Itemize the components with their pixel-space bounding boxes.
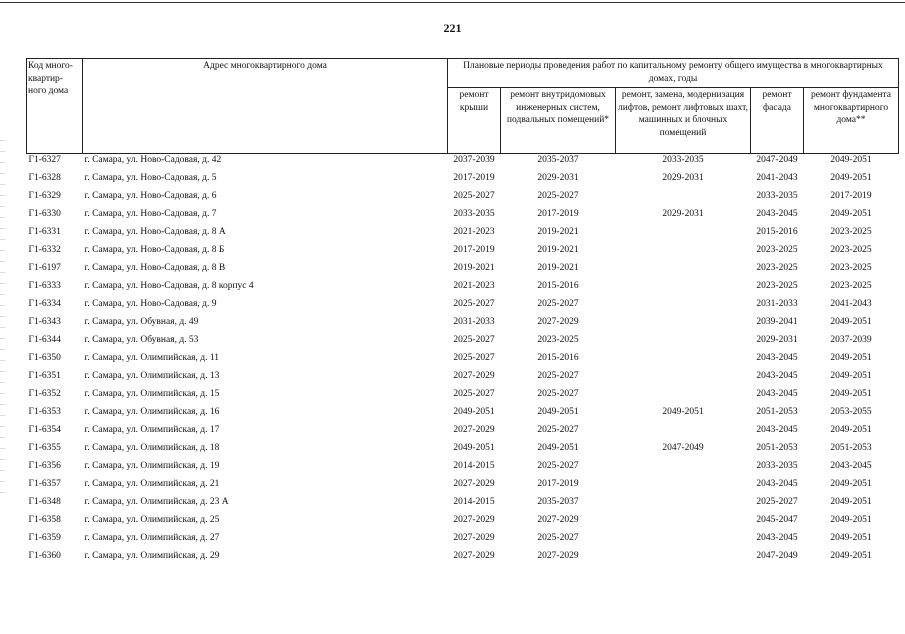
cell-foundation: 2043-2045: [830, 461, 872, 471]
cell-foundation: 2023-2025: [830, 245, 872, 255]
header-systems: ремонт внутридомовых инженерных систем, подвальных помещений*: [501, 88, 616, 154]
header-foundation: ремонт фундамента многоквартирного дома**: [804, 88, 899, 154]
cell-address: г. Самара, ул. Олимпийская, д. 19: [84, 461, 220, 471]
cell-facade: 2031-2033: [756, 299, 798, 309]
table-row: [27, 532, 899, 550]
cell-facade: 2025-2027: [756, 497, 798, 507]
cell-code: Г1-6356: [28, 461, 61, 471]
table-row: [27, 298, 899, 316]
cell-code: Г1-6359: [28, 533, 61, 543]
cell-code: Г1-6352: [28, 389, 61, 399]
table-row: [27, 226, 899, 244]
cell-lifts: 2049-2051: [662, 407, 704, 417]
cell-lifts: [616, 316, 751, 334]
cell-code: Г1-6355: [28, 443, 61, 453]
cell-facade: 2041-2043: [756, 173, 798, 183]
cell-code: Г1-6197: [28, 263, 61, 273]
cell-facade: 2039-2041: [756, 317, 798, 327]
cell-roof: 2019-2021: [453, 263, 495, 273]
repair-plan-table: [26, 58, 899, 568]
cell-code: Г1-6351: [28, 371, 61, 381]
cell-roof: 2025-2027: [453, 335, 495, 345]
header-code: Код много-квартир-ного дома: [27, 59, 83, 154]
cell-systems: 2027-2029: [537, 515, 579, 525]
table-row: [27, 496, 899, 514]
cell-lifts: [616, 460, 751, 478]
cell-lifts: [616, 298, 751, 316]
cell-address: г. Самара, ул. Олимпийская, д. 29: [84, 551, 220, 561]
cell-systems: 2035-2037: [537, 497, 579, 507]
cell-systems: 2015-2016: [537, 353, 579, 363]
cell-lifts: 2029-2031: [662, 173, 704, 183]
cell-foundation: 2053-2055: [830, 407, 872, 417]
table-row: [27, 550, 899, 568]
cell-roof: 2027-2029: [453, 371, 495, 381]
cell-facade: 2043-2045: [756, 425, 798, 435]
cell-code: Г1-6350: [28, 353, 61, 363]
cell-systems: 2019-2021: [537, 245, 579, 255]
cell-roof: 2027-2029: [453, 425, 495, 435]
cell-roof: 2021-2023: [453, 281, 495, 291]
cell-facade: 2047-2049: [756, 551, 798, 561]
cell-code: Г1-6357: [28, 479, 61, 489]
cell-address: г. Самара, ул. Ново-Садовая, д. 8 корпус 4: [84, 281, 254, 291]
table-row: [27, 424, 899, 442]
cell-systems: 2019-2021: [537, 263, 579, 273]
cell-facade: 2043-2045: [756, 533, 798, 543]
cell-foundation: 2049-2051: [830, 389, 872, 399]
cell-roof: 2049-2051: [453, 407, 495, 417]
cell-code: Г1-6330: [28, 209, 61, 219]
cell-roof: 2025-2027: [453, 299, 495, 309]
cell-code: Г1-6348: [28, 497, 61, 507]
cell-systems: 2027-2029: [537, 317, 579, 327]
table-row: [27, 244, 899, 262]
cell-address: г. Самара, ул. Олимпийская, д. 13: [84, 371, 220, 381]
cell-code: Г1-6334: [28, 299, 61, 309]
cell-systems: 2025-2027: [537, 299, 579, 309]
cell-foundation: 2037-2039: [830, 335, 872, 345]
cell-systems: 2027-2029: [537, 551, 579, 561]
table-row: [27, 208, 899, 226]
cell-lifts: [616, 226, 751, 244]
cell-facade: 2043-2045: [756, 371, 798, 381]
cell-systems: 2025-2027: [537, 389, 579, 399]
cell-lifts: 2029-2031: [662, 209, 704, 219]
cell-systems: 2015-2016: [537, 281, 579, 291]
cell-address: г. Самара, ул. Ново-Садовая, д. 6: [84, 191, 217, 201]
cell-systems: 2019-2021: [537, 227, 579, 237]
cell-address: г. Самара, ул. Ново-Садовая, д. 5: [84, 173, 217, 183]
cell-roof: 2027-2029: [453, 515, 495, 525]
table-row: [27, 478, 899, 496]
table-row: [27, 172, 899, 190]
cell-lifts: [616, 478, 751, 496]
table-row: [27, 460, 899, 478]
cell-lifts: [616, 190, 751, 208]
cell-systems: 2049-2051: [537, 407, 579, 417]
cell-address: г. Самара, ул. Ново-Садовая, д. 8 В: [84, 263, 226, 273]
cell-lifts: [616, 370, 751, 388]
cell-address: г. Самара, ул. Олимпийская, д. 17: [84, 425, 220, 435]
cell-facade: 2023-2025: [756, 281, 798, 291]
cell-foundation: 2049-2051: [830, 551, 872, 561]
cell-code: Г1-6332: [28, 245, 61, 255]
cell-systems: 2035-2037: [537, 155, 579, 165]
cell-facade: 2047-2049: [756, 155, 798, 165]
table-row: [27, 334, 899, 352]
cell-lifts: [616, 244, 751, 262]
cell-roof: 2025-2027: [453, 191, 495, 201]
cell-address: г. Самара, ул. Ново-Садовая, д. 42: [84, 155, 222, 165]
cell-systems: 2049-2051: [537, 443, 579, 453]
table-row: [27, 154, 899, 173]
header-facade: ремонт фасада: [751, 88, 804, 154]
cell-code: Г1-6328: [28, 173, 61, 183]
table-row: [27, 352, 899, 370]
cell-systems: 2017-2019: [537, 479, 579, 489]
cell-roof: 2017-2019: [453, 245, 495, 255]
cell-address: г. Самара, ул. Олимпийская, д. 27: [84, 533, 220, 543]
cell-address: г. Самара, ул. Олимпийская, д. 15: [84, 389, 220, 399]
cell-foundation: 2051-2053: [830, 443, 872, 453]
cell-roof: 2033-2035: [453, 209, 495, 219]
cell-lifts: [616, 388, 751, 406]
cell-address: г. Самара, ул. Олимпийская, д. 23 А: [84, 497, 229, 507]
cell-facade: 2043-2045: [756, 479, 798, 489]
cell-roof: 2037-2039: [453, 155, 495, 165]
page-number: 221: [443, 21, 462, 35]
cell-facade: 2023-2025: [756, 263, 798, 273]
cell-roof: 2027-2029: [453, 551, 495, 561]
cell-foundation: 2049-2051: [830, 515, 872, 525]
cell-foundation: 2049-2051: [830, 371, 872, 381]
cell-facade: 2015-2016: [756, 227, 798, 237]
cell-foundation: 2049-2051: [830, 155, 872, 165]
cell-facade: 2051-2053: [756, 443, 798, 453]
header-periods: Плановые периоды проведения работ по капитальному ремонту общего имущества в многоквартирных домах, годы: [448, 59, 899, 88]
cell-lifts: [616, 334, 751, 352]
table-row: [27, 262, 899, 280]
cell-systems: 2025-2027: [537, 191, 579, 201]
cell-roof: 2031-2033: [453, 317, 495, 327]
cell-facade: 2033-2035: [756, 461, 798, 471]
table-row: [27, 316, 899, 334]
scan-artifact: [0, 140, 5, 500]
table-row: [27, 370, 899, 388]
cell-facade: 2051-2053: [756, 407, 798, 417]
cell-facade: 2043-2045: [756, 389, 798, 399]
cell-roof: 2014-2015: [453, 461, 495, 471]
cell-facade: 2043-2045: [756, 209, 798, 219]
cell-roof: 2017-2019: [453, 173, 495, 183]
cell-address: г. Самара, ул. Ново-Садовая, д. 8 А: [84, 227, 226, 237]
cell-roof: 2025-2027: [453, 389, 495, 399]
cell-lifts: [616, 424, 751, 442]
header-address: Адрес многоквартирного дома: [83, 59, 448, 154]
cell-roof: 2025-2027: [453, 353, 495, 363]
cell-foundation: 2017-2019: [830, 191, 872, 201]
table-row: [27, 388, 899, 406]
top-rule: [0, 2, 905, 3]
cell-facade: 2043-2045: [756, 353, 798, 363]
cell-lifts: [616, 550, 751, 568]
cell-systems: 2025-2027: [537, 425, 579, 435]
cell-code: Г1-6343: [28, 317, 61, 327]
cell-foundation: 2023-2025: [830, 281, 872, 291]
cell-lifts: [616, 532, 751, 550]
cell-roof: 2049-2051: [453, 443, 495, 453]
cell-foundation: 2049-2051: [830, 497, 872, 507]
header-roof: ремонт крыши: [448, 88, 501, 154]
cell-facade: 2033-2035: [756, 191, 798, 201]
cell-roof: 2014-2015: [453, 497, 495, 507]
cell-address: г. Самара, ул. Обувная, д. 53: [84, 335, 199, 345]
cell-systems: 2023-2025: [537, 335, 579, 345]
cell-address: г. Самара, ул. Ново-Садовая, д. 7: [84, 209, 217, 219]
cell-systems: 2029-2031: [537, 173, 579, 183]
cell-systems: 2017-2019: [537, 209, 579, 219]
cell-address: г. Самара, ул. Олимпийская, д. 25: [84, 515, 220, 525]
cell-foundation: 2049-2051: [830, 533, 872, 543]
cell-facade: 2029-2031: [756, 335, 798, 345]
cell-lifts: [616, 514, 751, 532]
cell-facade: 2023-2025: [756, 245, 798, 255]
cell-lifts: [616, 280, 751, 298]
table-row: [27, 190, 899, 208]
table-row: [27, 514, 899, 532]
cell-lifts: [616, 496, 751, 514]
cell-foundation: 2049-2051: [830, 317, 872, 327]
cell-code: Г1-6353: [28, 407, 61, 417]
cell-code: Г1-6333: [28, 281, 61, 291]
cell-code: Г1-6329: [28, 191, 61, 201]
cell-address: г. Самара, ул. Олимпийская, д. 11: [84, 353, 220, 363]
cell-address: г. Самара, ул. Олимпийская, д. 18: [84, 443, 220, 453]
cell-foundation: 2049-2051: [830, 173, 872, 183]
cell-address: г. Самара, ул. Ново-Садовая, д. 9: [84, 299, 217, 309]
cell-foundation: 2023-2025: [830, 263, 872, 273]
cell-address: г. Самара, ул. Олимпийская, д. 21: [84, 479, 220, 489]
cell-lifts: 2033-2035: [662, 155, 704, 165]
header-lifts: ремонт, замена, модернизация лифтов, ремонт лифтовых шахт, машинных и блочных помещений: [616, 88, 751, 154]
table-body: [27, 154, 899, 569]
table-row: [27, 406, 899, 424]
table-row: [27, 280, 899, 298]
cell-code: Г1-6344: [28, 335, 61, 345]
cell-code: Г1-6327: [28, 155, 61, 165]
cell-foundation: 2049-2051: [830, 209, 872, 219]
cell-foundation: 2049-2051: [830, 479, 872, 489]
cell-systems: 2025-2027: [537, 371, 579, 381]
cell-foundation: 2049-2051: [830, 353, 872, 363]
cell-code: Г1-6354: [28, 425, 61, 435]
cell-address: г. Самара, ул. Олимпийская, д. 16: [84, 407, 220, 417]
cell-foundation: 2023-2025: [830, 227, 872, 237]
cell-code: Г1-6331: [28, 227, 61, 237]
cell-address: г. Самара, ул. Обувная, д. 49: [84, 317, 199, 327]
cell-foundation: 2049-2051: [830, 425, 872, 435]
cell-facade: 2045-2047: [756, 515, 798, 525]
cell-code: Г1-6358: [28, 515, 61, 525]
table-row: [27, 442, 899, 460]
cell-roof: 2027-2029: [453, 479, 495, 489]
cell-address: г. Самара, ул. Ново-Садовая, д. 8 Б: [84, 245, 225, 255]
cell-code: Г1-6360: [28, 551, 61, 561]
cell-systems: 2025-2027: [537, 533, 579, 543]
cell-roof: 2027-2029: [453, 533, 495, 543]
cell-roof: 2021-2023: [453, 227, 495, 237]
cell-systems: 2025-2027: [537, 461, 579, 471]
cell-foundation: 2041-2043: [830, 299, 872, 309]
cell-lifts: [616, 352, 751, 370]
cell-lifts: [616, 262, 751, 280]
cell-lifts: 2047-2049: [662, 443, 704, 453]
